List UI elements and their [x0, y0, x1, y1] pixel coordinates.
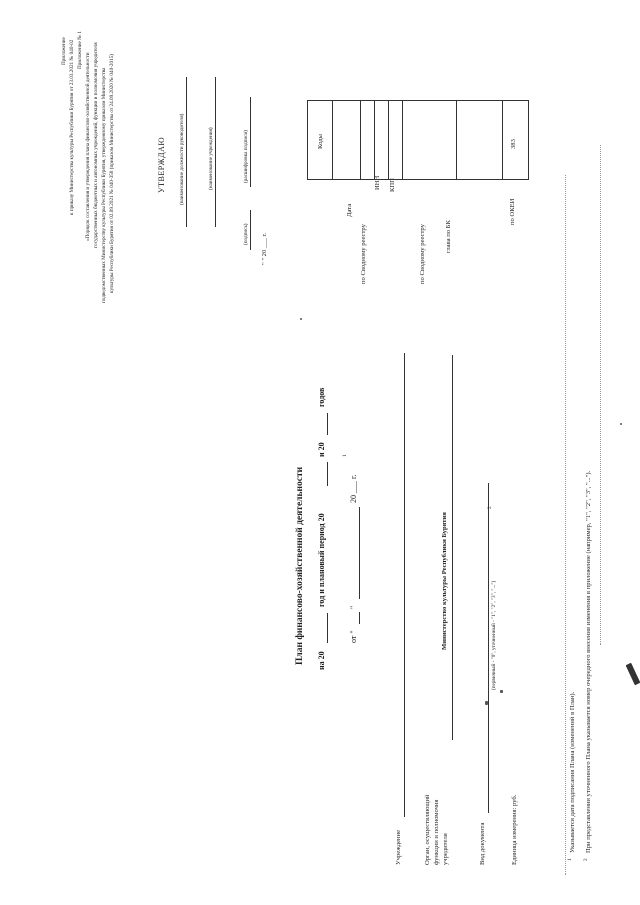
footnote-2-mark: 2 [583, 858, 589, 861]
code-label-budget-chapter: глава по БК [445, 220, 452, 253]
field-doc-type-line [488, 483, 489, 813]
scan-speck [620, 423, 622, 425]
approval-title: УТВЕРЖДАЮ [157, 136, 166, 193]
codes-header: Коды [317, 134, 324, 149]
annex-line: государственных бюджетных и автономных учреждений, функции и полномочия учредителя [93, 42, 99, 248]
period-year-suffix: годов [317, 387, 326, 407]
scan-speck [300, 318, 302, 320]
codes-row [388, 101, 389, 179]
decoding-label: (расшифровка подписи) [243, 130, 249, 183]
codes-box [307, 100, 529, 180]
decoding-line [250, 97, 251, 187]
field-doc-type-label: Вид документа [479, 822, 486, 865]
field-founder-line [452, 355, 453, 740]
codes-row [374, 101, 375, 179]
footnote-1-mark: 1 [567, 858, 573, 861]
codes-row [360, 101, 361, 179]
head-position-label: (наименование должности руководителя) [179, 113, 185, 205]
document-title: План финансово-хозяйственной деятельности [295, 466, 305, 665]
head-position-line [186, 77, 187, 227]
signature-line [250, 210, 251, 250]
field-founder-label-2: функции и полномочия [433, 799, 440, 865]
signature-label: (подпись) [243, 223, 249, 245]
scan-speck [485, 701, 488, 705]
approval-date-line: " " 20 ___ г. [261, 232, 268, 265]
date-year: 20 ___ г. [349, 474, 358, 503]
code-label-registry: по Сводному реестру [360, 224, 367, 284]
annex-line: Приложение № 1 [77, 31, 83, 69]
date-quote: " [349, 605, 358, 609]
scan-dotted-line [600, 145, 601, 645]
doc-type-footnote-mark: 2 [487, 506, 493, 509]
date-prefix: от " [349, 630, 358, 643]
date-month-blank [359, 507, 360, 599]
codes-row [502, 101, 503, 179]
institution-name-label: (наименование учреждения) [208, 127, 214, 190]
date-footnote-mark: 1 [342, 454, 348, 457]
scan-speck [500, 690, 503, 693]
footnote-2-text: При представлении уточненного Плана указывается номер очередного внесения изменения в приложение (например, "1", "2", "3", "..."). [585, 470, 592, 853]
field-unit-label: Единица измерения: руб. [511, 794, 518, 865]
founder-name: Министерство культуры Республики Бурятия [441, 512, 448, 650]
footnote-1-text: Указывается дата подписания Плана (изменений в План). [569, 691, 576, 853]
period-plan-year2-blank [327, 413, 328, 435]
period-year-blank [327, 613, 328, 643]
period-year-and: и 20 [317, 442, 326, 457]
annex-line: подведомственных Министерству культуры Республики Бурятия, утвержденному приказом Министерства [101, 67, 107, 303]
code-label-kpp: КПП [389, 178, 396, 192]
field-institution-label: Учреждение [395, 829, 402, 865]
field-institution-line [404, 353, 405, 817]
codes-row [332, 101, 333, 179]
period-year-mid: год и плановый период 20 [317, 513, 326, 607]
field-founder-label-3: учредителя [442, 833, 449, 865]
okei-value: 383 [510, 139, 517, 149]
scan-ink-mark [626, 663, 640, 685]
doc-type-hint: (первичный - "0", уточненный - "1", "2", "3", "...") [491, 580, 497, 690]
annex-line: культуры Республики Бурятия от 02.09.2021 № 040-358 (приказом Министерства от 24.09.2020 № 040-2015) [109, 53, 115, 293]
institution-name-line [215, 77, 216, 227]
date-day-blank [359, 612, 360, 624]
code-label-registry-2: по Сводному реестру [419, 224, 426, 284]
annex-line: к приказу Министерства культуры Республики Бурятия от 23.03.2021 № 040-02 [69, 39, 75, 215]
scan-dotted-line [565, 175, 566, 875]
annex-line: Приложение [61, 37, 67, 65]
codes-row [456, 101, 457, 179]
period-year-prefix: на 20 [317, 651, 326, 670]
annex-line: «Порядок составления и утверждения плана финансово-хозяйственной деятельности [85, 52, 91, 241]
codes-row [402, 101, 403, 179]
code-label-date: Дата [346, 203, 353, 217]
period-plan-year-blank [327, 462, 328, 486]
field-founder-label-1: Орган, осуществляющий [424, 794, 431, 865]
code-label-okei: по ОКЕИ [509, 198, 516, 225]
code-label-inn: ИНН [374, 175, 381, 190]
